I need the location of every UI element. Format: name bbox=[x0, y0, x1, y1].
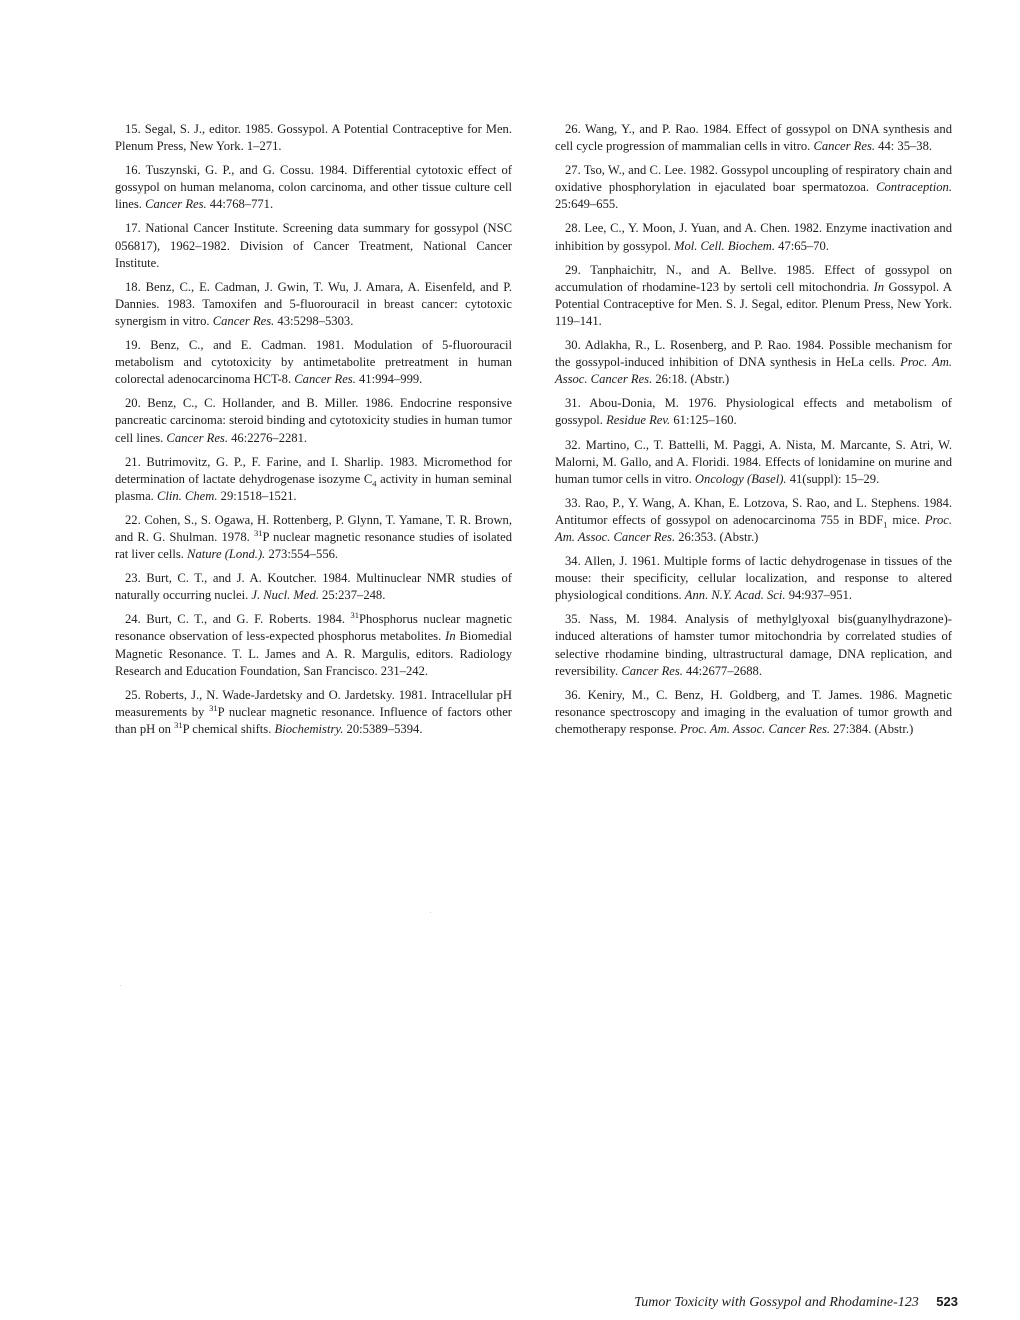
reference-italic-text: Nature (Lond.). bbox=[187, 547, 266, 562]
reference-text: 25:649–655. bbox=[555, 197, 619, 212]
reference-text: 24. Burt, C. T., and G. F. Roberts. 1984. bbox=[125, 612, 351, 627]
reference-text: Phosphorus nuclear magnetic resonance observation of less-expected phosphorus metabolites. bbox=[115, 612, 512, 644]
reference-text: 25. Roberts, J., N. Wade-Jardetsky and O. Jardetsky. 1981. Intracellular pH measurements by bbox=[115, 687, 512, 719]
superscript: 31 bbox=[253, 527, 263, 538]
subscript: 1 bbox=[883, 519, 888, 530]
reference-entry-ref-20 bbox=[115, 395, 512, 446]
reference-entry-ref-15 bbox=[115, 121, 512, 155]
reference-italic-text: Mol. Cell. Biochem. bbox=[673, 238, 776, 253]
reference-text: 94:937–951. bbox=[785, 588, 853, 603]
reference-text: 26. Wang, Y., and P. Rao. 1984. Effect of gossypol on DNA synthesis and cell cycle progression of mammalian cells in vitro. bbox=[555, 122, 952, 154]
reference-text: 36. Keniry, M., C. Benz, H. Goldberg, and T. James. 1986. Magnetic resonance spectroscopy and imaging in the evaluation of tumor growth and chemotherapy response. bbox=[555, 687, 952, 736]
reference-entry-ref-23 bbox=[115, 570, 512, 604]
reference-text: 47:65–70. bbox=[775, 238, 829, 253]
reference-italic-text: In bbox=[873, 279, 885, 294]
reference-italic-text: Residue Rev. bbox=[606, 413, 671, 428]
reference-text: 30. Adlakha, R., L. Rosenberg, and P. Rao. 1984. Possible mechanism for the gossypol-induced inhibition of DNA synthesis in HeLa cells. bbox=[555, 338, 952, 370]
reference-entry-ref-35 bbox=[555, 611, 952, 679]
reference-entry-ref-26 bbox=[555, 121, 952, 155]
reference-entry-ref-18 bbox=[115, 279, 512, 330]
superscript: 31 bbox=[174, 719, 183, 730]
reference-text: 34. Allen, J. 1961. Multiple forms of lactic dehydrogenase in tissues of the mouse: their specificity, cellular localization, and response to altered physiological conditions. bbox=[555, 554, 952, 603]
superscript: 31 bbox=[209, 702, 218, 713]
reference-text: 61:125–160. bbox=[670, 413, 737, 428]
reference-italic-text: Ann. N.Y. Acad. Sci. bbox=[684, 588, 786, 603]
reference-text: 20:5389–5394. bbox=[343, 721, 423, 736]
reference-text: Biomedial Magnetic Resonance. T. L. James and A. R. Margulis, editors. Radiology Research and Education Foundation, San Francisco. 231–242. bbox=[115, 629, 512, 678]
reference-list-left-column bbox=[115, 121, 512, 745]
reference-text: 18. Benz, C., E. Cadman, J. Gwin, T. Wu, J. Amara, A. Eisenfeld, and P. Dannies. 1983. Tamoxifen and 5-fluorouracil in breast cancer: cytotoxic synergism in vitro. bbox=[115, 279, 512, 328]
reference-text: 19. Benz, C., and E. Cadman. 1981. Modulation of 5-fluorouracil metabolism and cytotoxicity by antimetabolite pretreatment in human colorectal adenocarcinoma HCT-8. bbox=[115, 338, 512, 387]
reference-entry-ref-32 bbox=[555, 437, 952, 488]
page-number: 523 bbox=[936, 1294, 958, 1309]
reference-italic-text: Cancer Res. bbox=[145, 197, 207, 212]
reference-text: 44: 35–38. bbox=[875, 139, 933, 154]
reference-text: 46:2276–2281. bbox=[227, 430, 308, 445]
reference-italic-text: Cancer Res. bbox=[621, 663, 683, 678]
scan-speck bbox=[120, 985, 121, 986]
reference-entry-ref-29 bbox=[555, 262, 952, 330]
reference-italic-text: Oncology (Basel). bbox=[694, 471, 787, 486]
reference-entry-ref-17 bbox=[115, 220, 512, 271]
subscript: 4 bbox=[372, 478, 377, 489]
reference-text: 273:554–556. bbox=[265, 547, 339, 562]
reference-entry-ref-36 bbox=[555, 687, 952, 738]
reference-text: 41(suppl): 15–29. bbox=[786, 471, 880, 486]
superscript: 31 bbox=[350, 610, 359, 621]
reference-text: 25:237–248. bbox=[318, 588, 386, 603]
reference-list-right-column bbox=[555, 121, 952, 745]
reference-italic-text: Cancer Res. bbox=[212, 313, 275, 328]
page-footer bbox=[634, 1294, 958, 1311]
reference-entry-ref-16 bbox=[115, 162, 512, 213]
reference-text: 27:384. (Abstr.) bbox=[830, 721, 914, 736]
reference-text: 21. Butrimovitz, G. P., F. Farine, and I. Sharlip. 1983. Micromethod for determination of lactate dehydrogenase isozyme C bbox=[115, 454, 512, 486]
reference-text: 27. Tso, W., and C. Lee. 1982. Gossypol uncoupling of respiratory chain and oxidative phosphorylation in ejaculated boar spermatozoa. bbox=[555, 163, 952, 195]
reference-text: 29:1518–1521. bbox=[217, 488, 297, 503]
reference-italic-text: Clin. Chem. bbox=[156, 488, 218, 503]
reference-text: 33. Rao, P., Y. Wang, A. Khan, E. Lotzova, S. Rao, and L. Stephens. 1984. Antitumor effects of gossypol on adenocarcinoma 755 in BDF bbox=[555, 495, 952, 527]
reference-italic-text: Cancer Res. bbox=[166, 430, 228, 445]
reference-entry-ref-28 bbox=[555, 220, 952, 254]
running-title: Tumor Toxicity with Gossypol and Rhodamine-123 bbox=[634, 1295, 919, 1310]
reference-text: 22. Cohen, S., S. Ogawa, H. Rottenberg, P. Glynn, T. Yamane, T. R. Brown, and R. G. Shulman. 1978. bbox=[115, 512, 512, 544]
reference-text: P nuclear magnetic resonance studies of isolated rat liver cells. bbox=[115, 529, 512, 562]
reference-text: 35. Nass, M. 1984. Analysis of methylglyoxal bis(guanylhydrazone)-induced alterations of hamster tumor mitochondria by correlated studies of selective rhodamine binding, ultrastructural damage, DNA replication, and reversibility. bbox=[555, 612, 952, 678]
reference-text: 26:18. (Abstr.) bbox=[652, 372, 730, 387]
reference-italic-text: In bbox=[445, 629, 456, 644]
reference-italic-text: Proc. Am. Assoc. Cancer Res. bbox=[555, 355, 952, 387]
reference-entry-ref-21 bbox=[115, 454, 512, 505]
reference-entry-ref-31 bbox=[555, 395, 952, 429]
reference-italic-text: Cancer Res. bbox=[813, 139, 876, 154]
reference-text: 29. Tanphaichitr, N., and A. Bellve. 1985. Effect of gossypol on accumulation of rhodamine-123 by sertoli cell mitochondria. bbox=[555, 262, 952, 294]
reference-entry-ref-24 bbox=[115, 611, 512, 679]
reference-text: 44:2677–2688. bbox=[682, 663, 762, 678]
reference-text: 20. Benz, C., C. Hollander, and B. Miller. 1986. Endocrine responsive pancreatic carcinoma: steroid binding and cytotoxicity studies in human tumor cell lines. bbox=[115, 396, 512, 445]
scan-speck bbox=[430, 912, 431, 913]
reference-text: 23. Burt, C. T., and J. A. Koutcher. 1984. Multinuclear NMR studies of naturally occurring nuclei. bbox=[115, 571, 512, 603]
reference-entry-ref-19 bbox=[115, 337, 512, 388]
reference-italic-text: Proc. Am. Assoc. Cancer Res. bbox=[679, 721, 831, 736]
reference-italic-text: Contraception. bbox=[876, 180, 952, 195]
reference-italic-text: Proc. Am. Assoc. Cancer Res. bbox=[555, 512, 952, 544]
reference-italic-text: Cancer Res. bbox=[294, 372, 356, 387]
reference-italic-text: Biochemistry. bbox=[274, 721, 344, 736]
reference-entry-ref-22 bbox=[115, 512, 512, 563]
reference-text: 15. Segal, S. J., editor. 1985. Gossypol. A Potential Contraceptive for Men. Plenum Press, New York. 1–271. bbox=[115, 122, 512, 154]
reference-text: 32. Martino, C., T. Battelli, M. Paggi, A. Nista, M. Marcante, S. Atri, W. Malorni, M. Gallo, and A. Floridi. 1984. Effects of lonidamine on murine and human tumor cells in vitro. bbox=[555, 437, 952, 486]
reference-text: 31. Abou-Donia, M. 1976. Physiological effects and metabolism of gossypol. bbox=[555, 396, 952, 428]
reference-entry-ref-34 bbox=[555, 553, 952, 604]
reference-entry-ref-27 bbox=[555, 162, 952, 213]
reference-text: 17. National Cancer Institute. Screening data summary for gossypol (NSC 056817), 1962–1982. Division of Cancer Treatment, National Cancer Institute. bbox=[115, 221, 512, 270]
reference-entry-ref-33 bbox=[555, 495, 952, 546]
reference-text: P nuclear magnetic resonance. Influence of factors other than pH on bbox=[115, 704, 512, 736]
reference-text: Gossypol. A Potential Contraceptive for Men. S. J. Segal, editor. Plenum Press, New York. 119–141. bbox=[555, 279, 952, 328]
reference-entry-ref-25 bbox=[115, 687, 512, 738]
reference-text: 28. Lee, C., Y. Moon, J. Yuan, and A. Chen. 1982. Enzyme inactivation and inhibition by gossypol. bbox=[555, 221, 952, 253]
reference-text: P chemical shifts. bbox=[182, 721, 275, 736]
reference-text: mice. bbox=[887, 512, 925, 527]
reference-text: 43:5298–5303. bbox=[274, 313, 354, 328]
reference-text: activity in human seminal plasma. bbox=[115, 471, 513, 503]
reference-italic-text: J. Nucl. Med. bbox=[251, 588, 319, 603]
reference-entry-ref-30 bbox=[555, 337, 952, 388]
reference-text: 41:994–999. bbox=[355, 372, 423, 387]
reference-text: 16. Tuszynski, G. P., and G. Cossu. 1984. Differential cytotoxic effect of gossypol on human melanoma, colon carcinoma, and other tissue culture cell lines. bbox=[115, 163, 512, 212]
reference-text: 26:353. (Abstr.) bbox=[675, 529, 759, 544]
reference-text: 44:768–771. bbox=[206, 197, 274, 212]
